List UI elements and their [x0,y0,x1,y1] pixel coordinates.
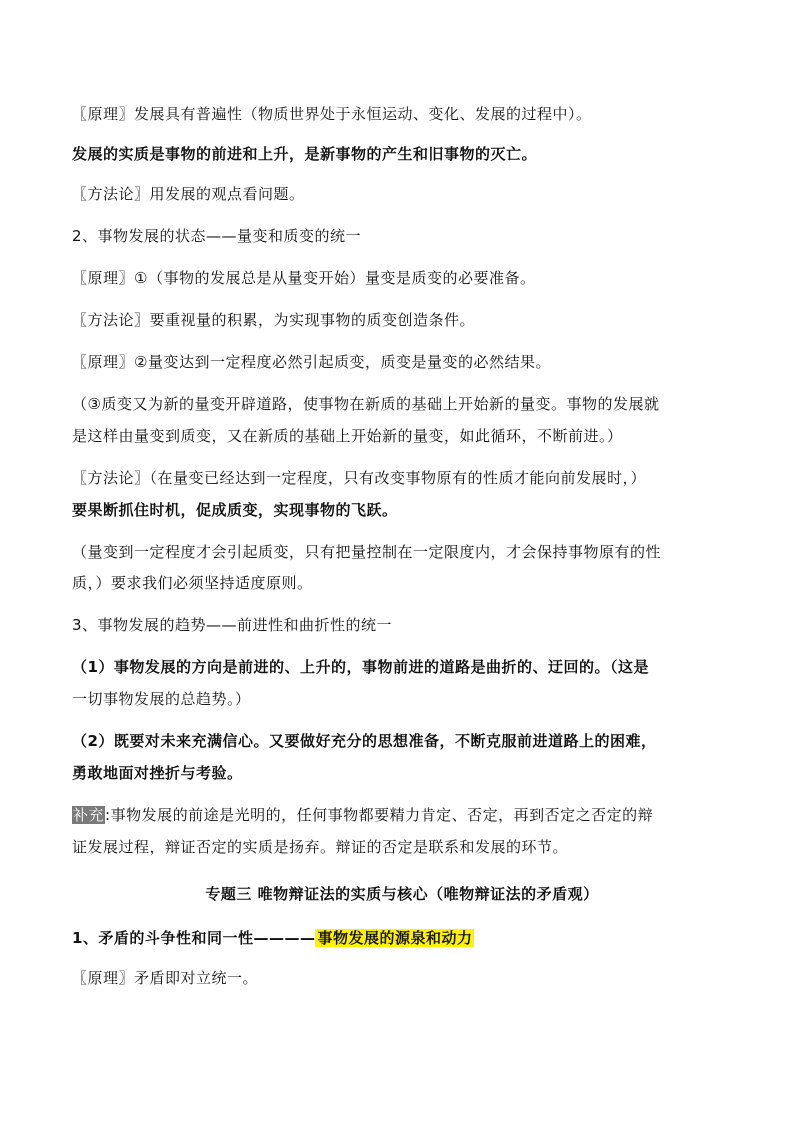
supplement-line-1 [72,805,732,825]
contradiction-prefix: 1、矛盾的斗争性和同一性———— [72,929,316,947]
heading-development-state: 2、事物发展的状态——量变和质变的统一 [72,227,362,245]
contradiction-highlight: 事物发展的源泉和动力 [317,929,473,947]
text-line-principle-3-part2: 是这样由量变到质变，又在新质的基础上开始新的量变，如此循环，不断前进。） [72,427,623,445]
text-line-moderation-part2: 质，）要求我们必须坚持适度原则。 [72,574,313,592]
text-line-principle-1: 〖原理〗①（事物的发展总是从量变开始）量变是质变的必要准备。 [72,269,536,287]
text-line-principle-2: 〖原理〗②量变达到一定程度必然引起质变，质变是量变的必然结果。 [72,353,551,371]
text-line-trend-2-part2: 勇敢地面对挫折与考验。 [72,764,243,782]
contradiction-heading [72,928,732,948]
text-line-principle-3-part1: （③质变又为新的量变开辟道路，使事物在新质的基础上开始新的量变。事物的发展就 [72,395,660,413]
text-line-principle-universality: 〖原理〗发展具有普遍性（物质世界处于永恒运动、变化、发展的过程中）。 [72,105,592,123]
text-line-trend-1-part1: （1）事物发展的方向是前进的、上升的，事物前进的道路是曲折的、迂回的。（这是 [72,658,649,676]
text-line-methodology-accumulation: 〖方法论〗要重视量的积累，为实现事物的质变创造条件。 [72,311,476,329]
text-line-trend-1-part2: 一切事物发展的总趋势。） [72,690,251,708]
supplement-line-2: 证发展过程，辩证否定的实质是扬弃。辩证的否定是联系和发展的环节。 [72,838,569,856]
section-title: 专题三 唯物辩证法的实质与核心（唯物辩证法的矛盾观） [205,885,599,903]
supplement-text-1: :事物发展的前途是光明的，任何事物都要精力肯定、否定，再到否定之否定的辩 [105,806,654,824]
supplement-tag: 补充 [73,806,105,824]
text-line-methodology-seize-time: 〖方法论〗（在量变已经达到一定程度，只有改变事物原有的性质才能向前发展时，） [72,469,647,487]
text-line-essence-of-development: 发展的实质是事物的前进和上升，是新事物的产生和旧事物的灭亡。 [72,145,538,163]
heading-development-trend: 3、事物发展的趋势——前进性和曲折性的统一 [72,616,393,634]
text-line-contradiction-principle: 〖原理〗矛盾即对立统一。 [72,969,259,987]
text-line-trend-2-part1: （2）既要对未来充满信心。又要做好充分的思想准备，不断克服前进道路上的困难， [72,732,657,750]
text-line-moderation-part1: （量变到一定程度才会引起质变，只有把量控制在一定限度内，才会保持事物原有的性 [72,543,662,561]
text-line-leap: 要果断抓住时机，促成质变，实现事物的飞跃。 [72,501,398,519]
text-line-methodology-development-view: 〖方法论〗用发展的观点看问题。 [72,185,305,203]
